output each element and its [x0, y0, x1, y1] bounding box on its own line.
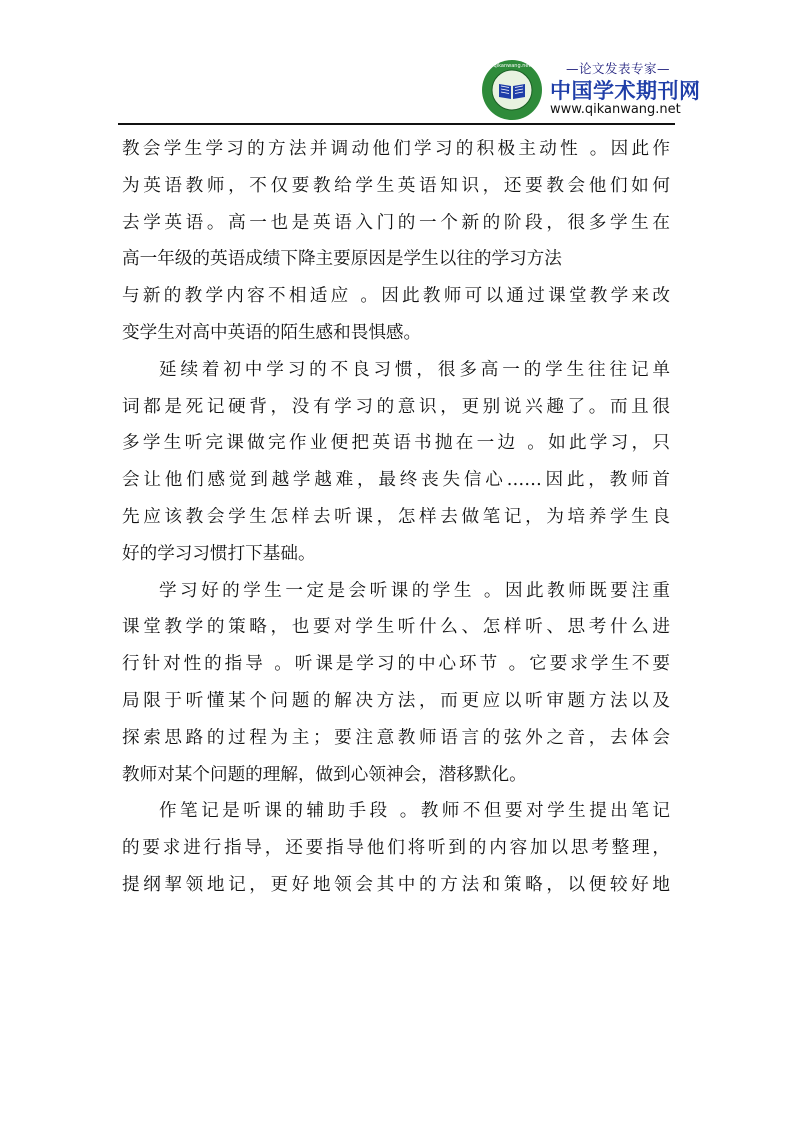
text-line: 延续着初中学习的不良习惯，很多高一的学生往往记单: [159, 359, 670, 380]
paragraph: [122, 793, 670, 903]
text-line: 教会学生学习的方法并调动他们学习的积极主动性 。因此作: [122, 139, 670, 159]
text-line: 行针对性的指导 。听课是学习的中心环节 。它要求学生不要: [122, 654, 670, 675]
text-line: 先应该教会学生怎样去听课，怎样去做笔记，为培养学生良: [122, 506, 670, 527]
text-line: 课堂教学的策略，也要对学生听什么、怎样听、思考什么进: [122, 617, 670, 638]
text-line: 学习好的学生一定是会听课的学生 。因此教师既要注重: [159, 580, 670, 601]
text-line: 好的学习习惯打下基础。: [122, 543, 316, 564]
text-line: 教师对某个问题的理解，做到心领神会，潜移默化。: [122, 764, 527, 785]
header-divider: [118, 123, 675, 125]
article-body: [122, 131, 670, 904]
svg-text:qikanwang.net: qikanwang.net: [493, 63, 531, 69]
website-url[interactable]: www.qikanwang.net: [550, 102, 681, 117]
text-line: 局限于听懂某个问题的解决方法，而更应以听审题方法以及: [122, 690, 670, 711]
journal-header: [478, 56, 701, 124]
paragraph: [122, 131, 670, 352]
tagline: —论文发表专家—: [566, 61, 671, 76]
text-line: 探索思路的过程为主；要注意教师语言的弦外之音，去体会: [122, 727, 670, 748]
brand-name: 中国学术期刊网: [550, 79, 701, 103]
paragraph: [122, 573, 670, 794]
text-line: 会让他们感觉到越学越难，最终丧失信心……因此，教师首: [122, 470, 670, 491]
text-line: 高一年级的英语成绩下降主要原因是学生以往的学习方法: [122, 249, 562, 270]
text-line: 作笔记是听课的辅助手段 。教师不但要对学生提出笔记: [159, 801, 670, 822]
text-line: 多学生听完课做完作业便把英语书抛在一边 。如此学习，只: [122, 433, 670, 454]
text-line: 的要求进行指导，还要指导他们将听到的内容加以思考整理，: [122, 838, 670, 859]
text-line: 词都是死记硬背，没有学习的意识，更别说兴趣了。而且很: [122, 396, 670, 417]
text-line: 与新的教学内容不相适应 。因此教师可以通过课堂教学来改: [122, 286, 670, 307]
text-line: 为英语教师，不仅要教给学生英语知识，还要教会他们如何: [122, 175, 670, 196]
book-logo-icon: [480, 58, 544, 122]
paragraph: [122, 352, 670, 573]
text-line: 去学英语。高一也是英语入门的一个新的阶段，很多学生在: [122, 212, 670, 233]
text-line: 提纲挈领地记，更好地领会其中的方法和策略，以便较好地: [122, 874, 670, 895]
text-line: 变学生对高中英语的陌生感和畏惧感。: [122, 322, 422, 343]
